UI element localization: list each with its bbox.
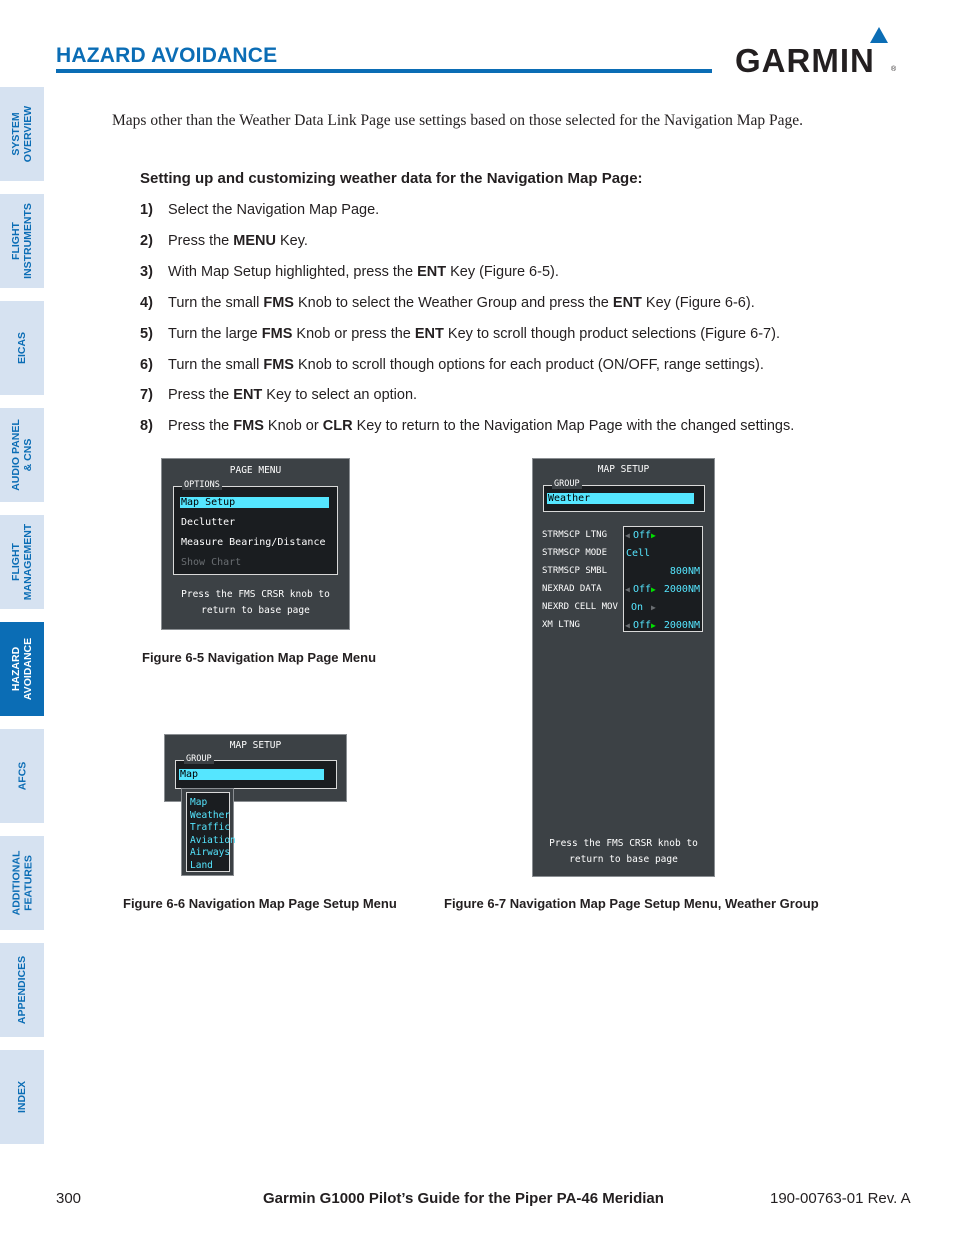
step-text: [168, 233, 308, 249]
sidebar-tab[interactable]: [0, 622, 44, 716]
step-text: [168, 387, 417, 403]
sidebar-tab-label: EICAS: [16, 331, 28, 365]
step-text-part: With Map Setup highlighted, press the: [168, 264, 418, 280]
setting-toggle[interactable]: On: [631, 602, 644, 613]
arrow-right-icon: ▶: [651, 585, 656, 594]
section-title: HAZARD AVOIDANCE: [56, 44, 278, 67]
group-option[interactable]: Traffic: [190, 822, 231, 833]
group-box: [175, 754, 337, 789]
sidebar-tab[interactable]: [0, 943, 44, 1037]
sidebar-tab[interactable]: [0, 87, 44, 181]
menu-item-measure[interactable]: Measure Bearing/Distance: [181, 537, 326, 548]
step-number: 5): [140, 326, 153, 342]
group-option[interactable]: Weather: [190, 809, 231, 821]
step-text-part: Key.: [275, 233, 308, 249]
setting-label: STRMSCP SMBL: [542, 566, 608, 576]
sidebar-tab[interactable]: [0, 194, 44, 288]
step-text-part: Knob or press the: [292, 326, 415, 342]
figure-6-7-screen: [532, 458, 715, 877]
options-box: [173, 480, 338, 575]
step-text-part: Turn the large: [168, 326, 262, 342]
setting-range[interactable]: 800NM: [669, 566, 700, 577]
document-number: 190-00763-01 Rev. A: [770, 1190, 911, 1207]
figure-6-6-caption: Figure 6-6 Navigation Map Page Setup Menu: [123, 896, 397, 911]
key-name: FMS: [261, 326, 293, 342]
screen-note: [162, 587, 349, 619]
arrow-left-icon: ◀: [625, 621, 630, 630]
sidebar-tab[interactable]: [0, 1050, 44, 1144]
sidebar-tab[interactable]: [0, 301, 44, 395]
group-dropdown-list: [181, 788, 234, 876]
key-name: MENU: [233, 233, 276, 249]
weather-settings-box: [623, 526, 703, 632]
arrow-right-icon: ▶: [651, 621, 656, 630]
note-line-1: Press the FMS CRSR knob to: [549, 838, 698, 849]
step-text-part: Turn the small: [168, 295, 264, 311]
sidebar-tab-label: FLIGHT MANAGEMENT: [10, 523, 35, 601]
page-number: 300: [56, 1190, 82, 1207]
step-text: [168, 418, 794, 434]
menu-item-declutter[interactable]: Declutter: [181, 517, 236, 528]
group-option[interactable]: Land: [190, 859, 213, 871]
setting-label: NEXRAD DATA: [542, 584, 602, 594]
step-text-part: Key (Figure 6-6).: [641, 295, 755, 311]
screen-title: PAGE MENU: [229, 465, 282, 476]
note-line-1: Press the FMS CRSR knob to: [181, 589, 330, 600]
svg-text:®: ®: [891, 66, 897, 73]
arrow-left-icon: ◀: [625, 531, 630, 540]
sidebar-tab-label: FLIGHT INSTRUMENTS: [10, 203, 34, 279]
note-line-2: return to base page: [201, 605, 310, 616]
group-selected[interactable]: Map: [179, 769, 324, 780]
sidebar-tab[interactable]: [0, 515, 44, 609]
step-text-part: Key to scroll though product selections (Figure 6-7).: [443, 326, 780, 342]
setting-toggle[interactable]: Off: [633, 584, 652, 595]
step-text-part: Press the: [168, 233, 234, 249]
step-text-part: Select the Navigation Map Page.: [168, 202, 380, 218]
step-text: [168, 295, 755, 311]
group-option[interactable]: Aviation: [190, 834, 236, 846]
arrow-right-icon: ▶: [651, 531, 656, 540]
group-box-label: GROUP: [554, 479, 580, 489]
menu-item-show-chart: Show Chart: [181, 557, 242, 568]
header-rule: [56, 69, 712, 73]
step-number: 4): [140, 295, 153, 311]
sidebar-tab[interactable]: [0, 408, 44, 502]
figure-6-7-caption: Figure 6-7 Navigation Map Page Setup Menu, Weather Group: [444, 896, 819, 911]
step-text-part: Press the: [168, 387, 234, 403]
sidebar-tab-label: HAZARD AVOIDANCE: [10, 637, 35, 701]
step-number: 1): [140, 202, 153, 218]
step-text-part: Knob or: [263, 418, 323, 434]
step-number: 2): [140, 233, 153, 249]
step-number: 6): [140, 357, 153, 373]
step-text-part: Press the: [168, 418, 234, 434]
step-text-part: Knob to select the Weather Group and press the: [293, 295, 613, 311]
step-text-part: Knob to scroll though options for each product (ON/OFF, range settings).: [293, 357, 764, 373]
arrow-left-icon: ◀: [625, 585, 630, 594]
key-name: FMS: [263, 357, 294, 373]
step-text: [168, 264, 559, 280]
sidebar-tab-label: INDEX: [16, 1080, 28, 1114]
setting-label: STRMSCP LTNG: [542, 530, 608, 540]
group-option[interactable]: Map: [190, 797, 208, 808]
sidebar-tab[interactable]: [0, 729, 44, 823]
procedure-heading: Setting up and customizing weather data for the Navigation Map Page:: [140, 170, 643, 187]
screen-title: MAP SETUP: [597, 464, 650, 475]
sidebar-tab-label: ADDITIONAL FEATURES: [10, 850, 34, 916]
step-text: [168, 357, 764, 373]
step-number: 3): [140, 264, 153, 280]
menu-item-map-setup[interactable]: Map Setup: [180, 497, 329, 508]
sidebar-tab-label: APPENDICES: [16, 955, 29, 1025]
key-name: FMS: [233, 418, 264, 434]
setting-toggle[interactable]: Off: [633, 530, 652, 541]
options-box-label: OPTIONS: [184, 480, 220, 490]
group-box: [543, 479, 705, 512]
setting-label: XM LTNG: [542, 620, 580, 630]
sidebar-tab-label: AUDIO PANEL & CNS: [10, 419, 34, 491]
intro-paragraph: Maps other than the Weather Data Link Page use settings based on those selected for the Navigation Map Page.: [112, 112, 804, 129]
step-number: 8): [140, 418, 153, 434]
group-selected[interactable]: Weather: [547, 493, 694, 504]
setting-toggle[interactable]: Cell: [626, 548, 651, 559]
key-name: ENT: [414, 326, 444, 342]
note-line-2: return to base page: [569, 854, 678, 865]
figure-6-5-screen: [161, 458, 350, 630]
key-name: ENT: [233, 387, 263, 403]
screen-title: MAP SETUP: [229, 740, 282, 751]
step-text-part: Turn the small: [168, 357, 264, 373]
setting-label: STRMSCP MODE: [542, 548, 608, 558]
step-text-part: Key to select an option.: [262, 387, 418, 403]
garmin-logo: [735, 27, 897, 75]
group-option[interactable]: Airways: [190, 847, 231, 858]
step-number: 7): [140, 387, 153, 403]
sidebar-tab-label: AFCS: [16, 761, 28, 791]
step-text-part: Key (Figure 6-5).: [446, 264, 559, 280]
figure-6-5-caption: Figure 6-5 Navigation Map Page Menu: [142, 650, 377, 665]
key-name: CLR: [322, 418, 353, 434]
group-box-label: GROUP: [186, 754, 212, 764]
setting-toggle[interactable]: Off: [633, 620, 652, 631]
sidebar-tab-label: SYSTEM OVERVIEW: [10, 105, 34, 163]
key-name: FMS: [263, 295, 294, 311]
setting-range[interactable]: 2000NM: [663, 584, 700, 595]
svg-text:GARMIN: GARMIN: [735, 42, 875, 75]
sidebar-tab[interactable]: [0, 836, 44, 930]
step-text: [168, 326, 780, 342]
step-text-part: Key to return to the Navigation Map Page with the changed settings.: [352, 418, 795, 434]
key-name: ENT: [417, 264, 447, 280]
step-text: [168, 202, 379, 218]
arrow-right-icon: ▶: [651, 603, 656, 612]
setting-label: NEXRD CELL MOV: [542, 602, 618, 612]
footer-title: Garmin G1000 Pilot’s Guide for the Piper PA-46 Meridian: [263, 1190, 664, 1207]
dropdown-inner: [186, 792, 236, 872]
screen-note: [533, 836, 714, 868]
setting-range[interactable]: 2000NM: [663, 620, 700, 631]
key-name: ENT: [612, 295, 642, 311]
